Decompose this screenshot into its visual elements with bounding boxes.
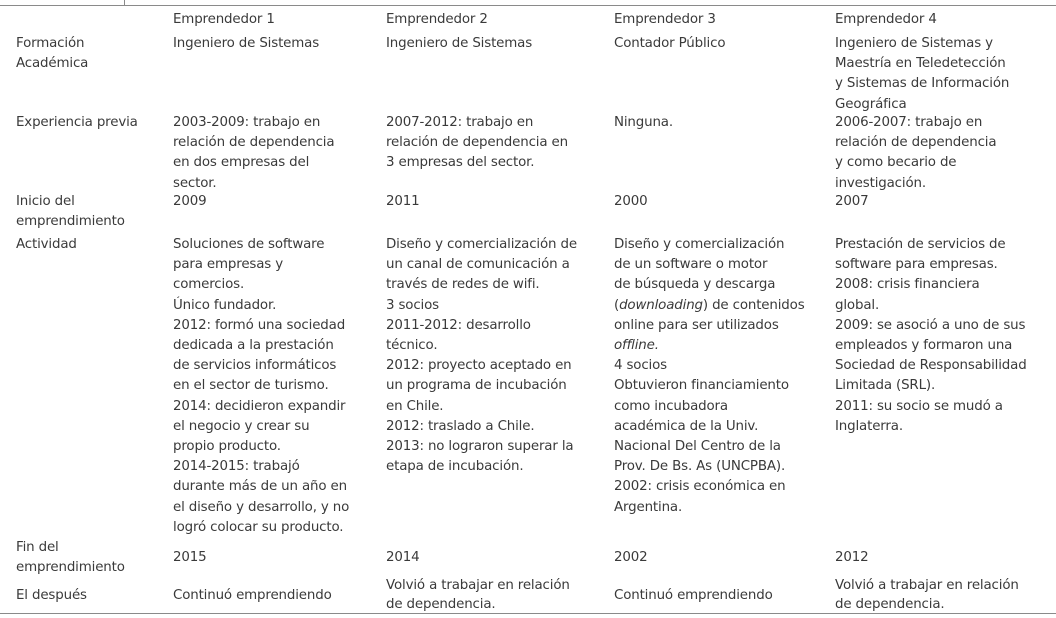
cell-line: Soluciones de software	[173, 237, 325, 252]
cell-line: 2012: formó una sociedad	[173, 317, 346, 333]
cell-line: 3 empresas del sector.	[386, 155, 535, 171]
cell-line: 2009	[173, 194, 207, 209]
row-label-line: Experiencia previa	[16, 115, 138, 130]
table-cell	[386, 113, 568, 174]
cell-line: dedicada a la prestación	[173, 338, 334, 354]
cell-line: 2011-2012: desarrollo	[386, 317, 531, 333]
cell-line: través de redes de wifi.	[386, 277, 540, 293]
row-label-line: emprendimiento	[16, 214, 125, 230]
row-label-line: Formación	[16, 36, 85, 51]
cell-line: de dependencia.	[835, 597, 945, 612]
cell-line: durante más de un año en	[173, 479, 347, 495]
table-cell	[386, 235, 577, 477]
cell-line: un canal de comunicación a	[386, 257, 570, 273]
row-label-line: Inicio del	[16, 194, 75, 209]
table-cell	[835, 192, 868, 212]
cell-line: 2014-2015: trabajó	[173, 459, 300, 475]
cell-line: investigación.	[835, 175, 926, 191]
column-header-emprendedor-1: Emprendedor 1	[173, 12, 275, 27]
table-cell	[835, 576, 1019, 614]
table-cell	[386, 192, 419, 212]
cell-line: relación de dependencia	[835, 135, 997, 151]
cell-line: el diseño y desarrollo, y no	[173, 499, 350, 515]
table-top-rule	[0, 5, 1056, 6]
cell-line: relación de dependencia en	[386, 135, 568, 151]
table-cell	[386, 576, 570, 614]
table-cell	[386, 548, 419, 568]
table-cell	[614, 34, 725, 54]
italic-term: downloading	[619, 297, 703, 313]
table-cell	[173, 548, 206, 568]
cell-line: un programa de incubación	[386, 378, 567, 394]
row-label-line: Académica	[16, 56, 89, 72]
cell-line: 2011: su socio se mudó a	[835, 398, 1003, 414]
row-label-formacion	[16, 34, 88, 74]
column-header-emprendedor-2: Emprendedor 2	[386, 12, 488, 27]
cell-line: Ingeniero de Sistemas	[173, 36, 320, 51]
table-cell	[835, 113, 996, 194]
cell-line: 2006-2007: trabajo en	[835, 115, 983, 130]
cell-line: como incubadora	[614, 398, 728, 414]
row-label-inicio	[16, 192, 125, 232]
cell-line: y Sistemas de Información	[835, 76, 1010, 92]
table-cell	[173, 192, 206, 212]
cell-line: 2014: decidieron expandir	[173, 398, 346, 414]
cell-line: 2009: se asoció a uno de sus	[835, 317, 1026, 333]
cell-line: propio producto.	[173, 439, 281, 455]
table-cell	[614, 192, 647, 212]
cell-line: 2000	[614, 194, 648, 209]
table-cell	[835, 235, 1027, 437]
cell-line: Inglaterra.	[835, 418, 903, 434]
cell-line: Diseño y comercialización de	[386, 237, 577, 252]
cell-line: 2003-2009: trabajo en	[173, 115, 321, 130]
cell-line: Ingeniero de Sistemas	[386, 36, 533, 51]
cell-line: logró colocar su producto.	[173, 519, 344, 535]
cell-line: 2012	[835, 550, 869, 565]
cell-line: 4 socios	[614, 358, 667, 374]
column-header-emprendedor-4: Emprendedor 4	[835, 12, 937, 27]
cell-line: 2014	[386, 550, 420, 565]
row-label-line: emprendimiento	[16, 560, 125, 576]
row-label-line: Fin del	[16, 540, 59, 555]
cell-line: Ninguna.	[614, 115, 673, 130]
table-cell	[173, 113, 334, 194]
cell-line: Volvió a trabajar en relación	[835, 578, 1019, 593]
cell-line: (downloading) de contenidos	[614, 297, 805, 313]
cell-line: en Chile.	[386, 398, 444, 414]
cell-line: Maestría en Teledetección	[835, 56, 1006, 72]
cell-line: de dependencia.	[386, 597, 496, 612]
cell-line: global.	[835, 297, 880, 313]
cell-line: comercios.	[173, 277, 245, 293]
cell-line: relación de dependencia	[173, 135, 335, 151]
table-cell	[173, 34, 319, 54]
row-label-line: Actividad	[16, 237, 77, 252]
table-cell	[835, 34, 1009, 115]
cell-line: en el sector de turismo.	[173, 378, 329, 394]
cell-line: Nacional Del Centro de la	[614, 439, 781, 455]
row-label-line: El después	[16, 588, 87, 603]
cell-line: 2011	[386, 194, 420, 209]
cell-line: Contador Público	[614, 36, 726, 51]
cell-line: Volvió a trabajar en relación	[386, 578, 570, 593]
row-label-despues	[16, 586, 87, 606]
row-label-experiencia	[16, 113, 138, 133]
cell-line: 2002	[614, 550, 648, 565]
cell-line: Prov. De Bs. As (UNCPBA).	[614, 459, 786, 475]
cell-line: Geográfica	[835, 96, 907, 112]
cell-line: Sociedad de Responsabilidad	[835, 358, 1027, 374]
cell-line: en dos empresas del	[173, 155, 310, 171]
cell-line: empleados y formaron una	[835, 338, 1013, 354]
cell-line: de servicios informáticos	[173, 358, 337, 374]
cell-line: académica de la Univ.	[614, 418, 759, 434]
table-cell	[173, 586, 332, 606]
cell-line: 3 socios	[386, 297, 439, 313]
cell-line: sector.	[173, 175, 217, 191]
cell-line: para empresas y	[173, 257, 283, 273]
table-cell	[614, 586, 773, 606]
cell-line: Limitada (SRL).	[835, 378, 936, 394]
cell-line: 2013: no lograron superar la	[386, 439, 574, 455]
cell-line: 2012: proyecto aceptado en	[386, 358, 572, 374]
cell-line: de un software o motor	[614, 257, 768, 273]
cell-line: Diseño y comercialización	[614, 237, 785, 252]
table-cell	[173, 235, 349, 538]
cell-line: Obtuvieron financiamiento	[614, 378, 789, 394]
cell-line: Único fundador.	[173, 297, 277, 313]
table-cell	[835, 548, 868, 568]
cell-line: 2008: crisis financiera	[835, 277, 980, 293]
cell-line: Prestación de servicios de	[835, 237, 1006, 252]
cell-line: 2007-2012: trabajo en	[386, 115, 534, 130]
cell-line: Ingeniero de Sistemas y	[835, 36, 993, 51]
row-label-actividad	[16, 235, 77, 255]
cell-line: el negocio y crear su	[173, 418, 310, 434]
column-header-emprendedor-3: Emprendedor 3	[614, 12, 716, 27]
cell-line: de búsqueda y descarga	[614, 277, 776, 293]
cell-line: Argentina.	[614, 499, 683, 515]
cell-line: Continuó emprendiendo	[614, 588, 773, 603]
table-cell	[614, 548, 647, 568]
cell-line: 2002: crisis económica en	[614, 479, 786, 495]
cell-line: y como becario de	[835, 155, 957, 171]
cell-line: 2012: traslado a Chile.	[386, 418, 535, 434]
cell-line: online para ser utilizados	[614, 317, 779, 333]
cell-line: técnico.	[386, 338, 438, 354]
cell-line: Continuó emprendiendo	[173, 588, 332, 603]
cell-line: software para empresas.	[835, 257, 998, 273]
cell-line: offline.	[614, 338, 659, 354]
row-label-fin	[16, 538, 125, 578]
cell-line: 2015	[173, 550, 207, 565]
table-cell	[614, 235, 805, 518]
table-cell	[386, 34, 532, 54]
cell-line: etapa de incubación.	[386, 459, 524, 475]
table-column-tick	[124, 0, 125, 5]
table-cell	[614, 113, 673, 133]
cell-line: 2007	[835, 194, 869, 209]
